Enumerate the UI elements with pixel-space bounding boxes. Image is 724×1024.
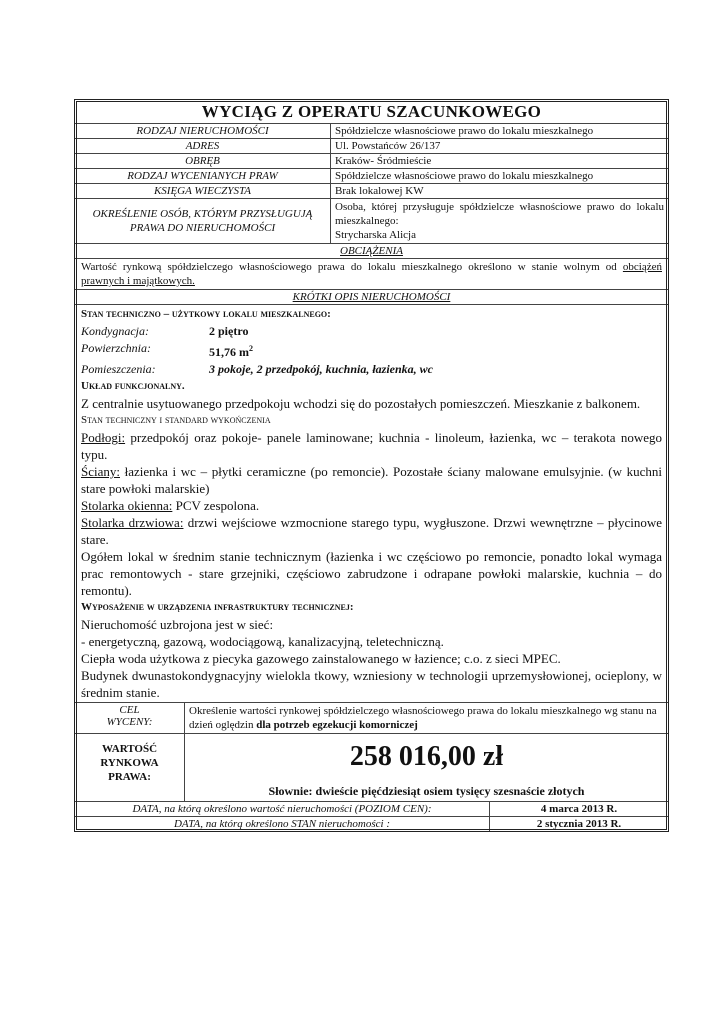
property-description [75, 304, 668, 702]
obciazenia-heading: OBCIĄŻENIA [75, 243, 668, 258]
kondygnacja-row [81, 323, 662, 340]
wartosc-label-line1: WARTOŚĆ [101, 743, 158, 755]
drzwiowa-text: drzwi wejściowe wzmocnione starego typu, wygłuszone. Drzwi wewnętrzne – płycinowe stare. [81, 515, 663, 547]
info-label: OBRĘB [75, 154, 331, 168]
info-label: ADRES [75, 139, 331, 153]
opis-heading: KRÓTKI OPIS NIERUCHOMOŚCI [75, 289, 668, 304]
info-row [75, 183, 668, 198]
persons-owner: Strycharska Alicja [335, 229, 416, 241]
info-label: KSIĘGA WIECZYSTA [75, 184, 331, 198]
powierzchnia-sup: 2 [249, 344, 253, 353]
powierzchnia-row [81, 340, 662, 361]
kondygnacja-label: Kondygnacja: [81, 324, 149, 338]
kondygnacja-value: 2 piętro [209, 324, 249, 338]
amount: 258 016,00 zł [349, 741, 504, 772]
sieci-text: - energetyczną, gazową, wodociągową, kanalizacyjną, teletechniczną. [81, 634, 444, 649]
cel-text-b: dla potrzeb egzekucji komorniczej [256, 719, 418, 731]
info-value: Spółdzielcze własnościowe prawo do lokalu mieszkalnego [335, 125, 594, 137]
pomieszczenia-value: 3 pokoje, 2 przedpokój, kuchnia, łazienka, wc [209, 362, 434, 376]
wartosc-label [75, 734, 185, 801]
cel-label-line1: CEL [119, 704, 140, 716]
sciany-paragraph [81, 463, 662, 497]
info-value: Brak lokalowej KW [335, 185, 424, 197]
date-label: DATA, na którą określono STAN nieruchomości : [75, 817, 490, 831]
info-row [75, 153, 668, 168]
persons-row [75, 198, 668, 243]
wartosc-label-line2: RYNKOWA [100, 757, 159, 769]
powierzchnia-value [209, 340, 253, 361]
cel-label [75, 703, 185, 733]
okienna-label: Stolarka okienna: [81, 498, 173, 513]
podlogi-text: przedpokój oraz pokoje- panele laminowane; kuchnia - linoleum, łazienka, wc – terakota nowego typu. [81, 430, 662, 462]
pomieszczenia-row [81, 361, 662, 378]
wykonczenie-heading: Stan techniczny i standard wykończenia [81, 414, 271, 426]
info-row [75, 123, 668, 138]
date-value: 4 marca 2013 R. [540, 803, 618, 815]
info-row [75, 138, 668, 153]
date-row [75, 801, 668, 816]
amount-in-words: Słownie: dwieście pięćdziesiąt osiem tysięcy szesnaście złotych [268, 784, 585, 798]
sciany-text: łazienka i wc – płytki ceramiczne (po remoncie). Pozostałe ściany malowane emulsyjnie. (w kuchni stare powłoki malarskie) [81, 464, 662, 496]
wartosc-row [75, 733, 668, 801]
wyposazenie-heading: Wyposażenie w urządzenia infrastruktury technicznej: [81, 601, 354, 613]
podlogi-paragraph [81, 429, 662, 463]
uklad-heading: Układ funkcjonalny. [81, 380, 185, 392]
date-row [75, 816, 668, 831]
obciazenia-text-a: Wartość rynkową spółdzielczego własnościowego prawa do lokalu mieszkalnego określono w stanie wolnym od [81, 261, 623, 273]
uzbrojona-text: Nieruchomość uzbrojona jest w sieć: [81, 617, 274, 632]
okienna-text: PCV zespolona. [172, 498, 260, 513]
cel-label-line2: WYCENY: [106, 716, 153, 728]
info-label: RODZAJ WYCENIANYCH PRAW [75, 169, 331, 183]
wartosc-label-line3: PRAWA: [108, 771, 151, 783]
obciazenia-text [75, 258, 668, 289]
pomieszczenia-label: Pomieszczenia: [81, 362, 156, 376]
persons-value [331, 199, 668, 243]
budynek-text: Budynek dwunastokondygnacyjny wielokla tkowy, wzniesiony w technologii uprzemysłowionej, ocieplony, w średnim stanie. [81, 668, 662, 700]
cel-text-a: Określenie wartości rynkowej spółdzielczego własnościowego prawa do lokalu mieszkalnego wg stanu na dzień oględzin [189, 705, 657, 731]
date-label: DATA, na którą określono wartość nieruchomości (POZIOM CEN): [75, 802, 490, 816]
wartosc-value [185, 734, 668, 801]
date-value: 2 stycznia 2013 R. [536, 818, 622, 830]
drzwiowa-paragraph [81, 514, 662, 548]
uklad-text: Z centralnie usytuowanego przedpokoju wchodzi się do pozostałych pomieszczeń. Mieszkanie z balkonem. [81, 396, 641, 411]
podlogi-label: Podłogi: [81, 430, 126, 445]
operat-extract-document [74, 99, 669, 832]
info-label: RODZAJ NIERUCHOMOŚCI [75, 124, 331, 138]
stan-heading: Stan techniczno – użytkowy lokalu mieszkalnego: [81, 308, 331, 320]
drzwiowa-label: Stolarka drzwiowa: [81, 515, 184, 530]
info-value: Spółdzielcze własnościowe prawo do lokalu mieszkalnego [335, 170, 594, 182]
powierzchnia-number: 51,76 m [209, 345, 249, 359]
obciazenia-text-b: obciążeń prawnych i majątkowych. [81, 261, 662, 287]
ogolem-paragraph: Ogółem lokal w średnim stanie technicznym (łazienka i wc częściowo po remoncie, ponadto lokal wymaga prac remontowych - stare grzejniki, częściowo zabrudzone i odrapane powłoki malarskie, kuchnia – do remontu). [81, 549, 662, 598]
cel-text [185, 703, 668, 733]
persons-label: OKREŚLENIE OSÓB, KTÓRYM PRZYSŁUGUJĄ PRAWA DO NIERUCHOMOŚCI [75, 199, 331, 243]
document-title: WYCIĄG Z OPERATU SZACUNKOWEGO [201, 102, 542, 121]
ciepla-text: Ciepła woda użytkowa z piecyka gazowego zainstalowanego w łazience; c.o. z sieci MPEC. [81, 651, 561, 666]
sciany-label: Ściany: [81, 464, 120, 479]
info-value: Ul. Powstańców 26/137 [335, 140, 441, 152]
info-value: Kraków- Śródmieście [335, 155, 432, 167]
cel-wyceny-row [75, 702, 668, 733]
info-row [75, 168, 668, 183]
okienna-paragraph [81, 497, 662, 514]
powierzchnia-label: Powierzchnia: [81, 341, 151, 355]
persons-intro: Osoba, której przysługuje spółdzielcze własnościowe prawo do lokalu mieszkalnego: [335, 201, 664, 227]
